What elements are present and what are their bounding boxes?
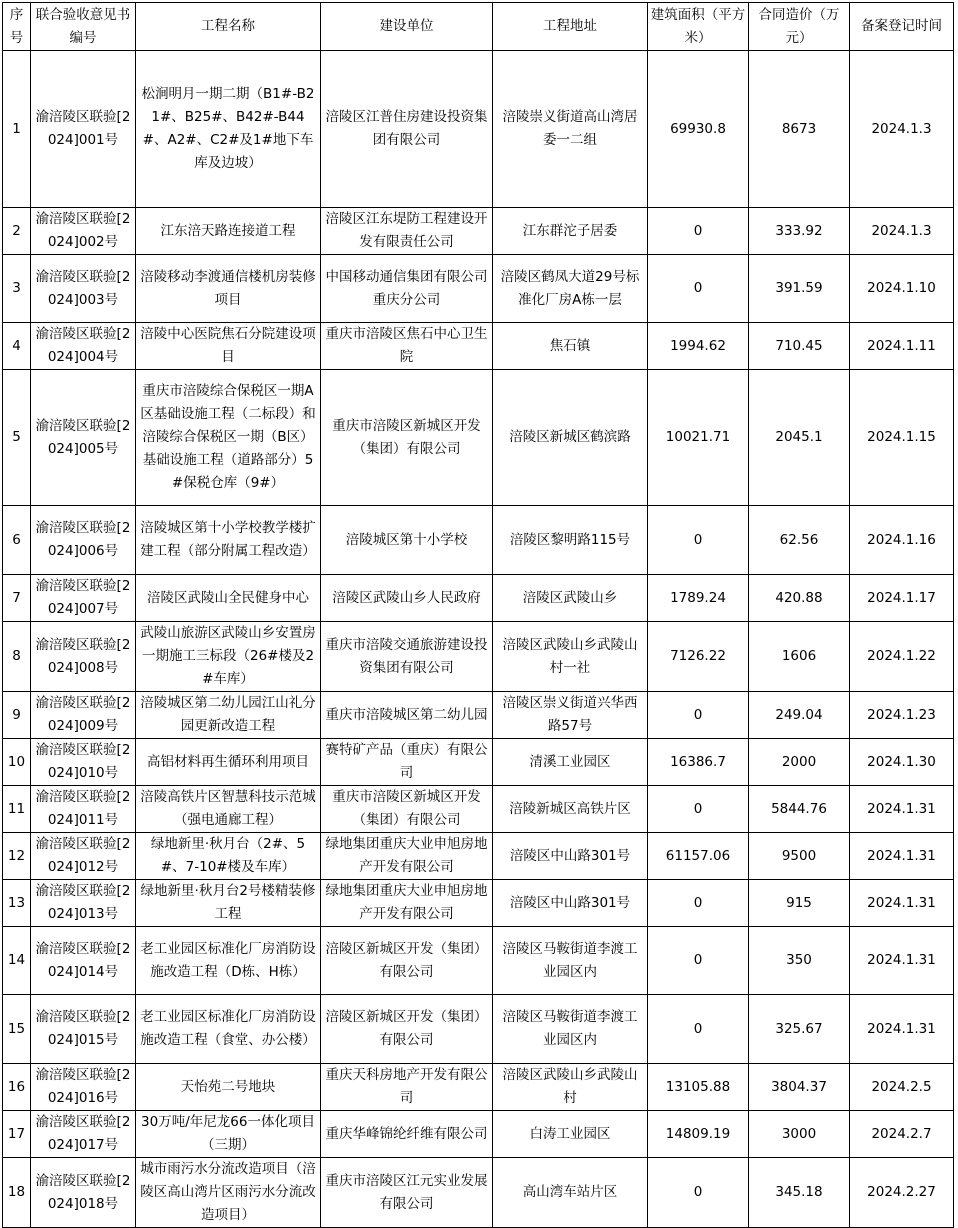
cell-project-address: 涪陵区马鞍街道李渡工业园区内 xyxy=(493,927,648,995)
cell-project-name: 老工业园区标准化厂房消防设施改造工程（食堂、办公楼） xyxy=(136,995,321,1064)
cell-building-area: 0 xyxy=(648,255,749,323)
cell-project-address: 涪陵区鹤凤大道29号标准化厂房A栋一层 xyxy=(493,255,648,323)
table-row xyxy=(3,208,954,255)
cell-seq: 10 xyxy=(3,739,31,786)
cell-seq: 6 xyxy=(3,506,31,575)
cell-project-address: 涪陵区马鞍街道李渡工业园区内 xyxy=(493,995,648,1064)
cell-filing-date: 2024.1.30 xyxy=(850,739,954,786)
cell-contract-price: 3804.37 xyxy=(749,1064,850,1111)
cell-project-name: 30万吨/年尼龙66一体化项目（三期） xyxy=(136,1111,321,1158)
cell-project-address: 白涛工业园区 xyxy=(493,1111,648,1158)
cell-construction-unit: 涪陵区新城区开发（集团）有限公司 xyxy=(321,927,493,995)
cell-cert-number: 渝涪陵区联验[2024]008号 xyxy=(31,622,136,692)
cell-construction-unit: 涪陵区新城区开发（集团）有限公司 xyxy=(321,995,493,1064)
table-row xyxy=(3,833,954,880)
cell-project-address: 江东群沱子居委 xyxy=(493,208,648,255)
cell-building-area: 0 xyxy=(648,208,749,255)
header-row xyxy=(3,3,954,51)
cell-cert-number: 渝涪陵区联验[2024]007号 xyxy=(31,575,136,622)
cell-cert-number: 渝涪陵区联验[2024]005号 xyxy=(31,370,136,506)
cell-building-area: 61157.06 xyxy=(648,833,749,880)
cell-seq: 12 xyxy=(3,833,31,880)
cell-filing-date: 2024.1.3 xyxy=(850,208,954,255)
cell-construction-unit: 绿地集团重庆大业申旭房地产开发有限公司 xyxy=(321,833,493,880)
cell-filing-date: 2024.1.17 xyxy=(850,575,954,622)
cell-filing-date: 2024.2.7 xyxy=(850,1111,954,1158)
cell-construction-unit: 重庆市涪陵交通旅游建设投资集团有限公司 xyxy=(321,622,493,692)
cell-cert-number: 渝涪陵区联验[2024]003号 xyxy=(31,255,136,323)
cell-seq: 2 xyxy=(3,208,31,255)
cell-cert-number: 渝涪陵区联验[2024]004号 xyxy=(31,323,136,370)
cell-project-address: 涪陵区中山路301号 xyxy=(493,833,648,880)
table-row xyxy=(3,575,954,622)
cell-project-name: 天怡苑二号地块 xyxy=(136,1064,321,1111)
cell-project-name: 涪陵城区第二幼儿园江山礼分园更新改造工程 xyxy=(136,692,321,739)
cell-building-area: 13105.88 xyxy=(648,1064,749,1111)
cell-filing-date: 2024.1.31 xyxy=(850,995,954,1064)
header-price: 合同造价（万元） xyxy=(749,3,850,51)
cell-building-area: 16386.7 xyxy=(648,739,749,786)
cell-project-address: 涪陵区中山路301号 xyxy=(493,880,648,927)
cell-cert-number: 渝涪陵区联验[2024]010号 xyxy=(31,739,136,786)
table-row xyxy=(3,927,954,995)
cell-seq: 7 xyxy=(3,575,31,622)
cell-project-name: 城市雨污水分流改造项目（涪陵区高山湾片区雨污水分流改造项目） xyxy=(136,1158,321,1228)
cell-building-area: 0 xyxy=(648,927,749,995)
cell-seq: 11 xyxy=(3,786,31,833)
cell-cert-number: 渝涪陵区联验[2024]002号 xyxy=(31,208,136,255)
cell-seq: 1 xyxy=(3,51,31,208)
cell-project-name: 涪陵中心医院焦石分院建设项目 xyxy=(136,323,321,370)
cell-cert-number: 渝涪陵区联验[2024]011号 xyxy=(31,786,136,833)
header-cert: 联合验收意见书编号 xyxy=(31,3,136,51)
cell-project-address: 涪陵区新城区鹤滨路 xyxy=(493,370,648,506)
cell-filing-date: 2024.1.22 xyxy=(850,622,954,692)
cell-construction-unit: 涪陵区江普住房建设投资集团有限公司 xyxy=(321,51,493,208)
cell-contract-price: 391.59 xyxy=(749,255,850,323)
cell-seq: 15 xyxy=(3,995,31,1064)
cell-filing-date: 2024.1.31 xyxy=(850,786,954,833)
cell-project-address: 涪陵新城区高铁片区 xyxy=(493,786,648,833)
cell-cert-number: 渝涪陵区联验[2024]015号 xyxy=(31,995,136,1064)
cell-project-address: 涪陵区黎明路115号 xyxy=(493,506,648,575)
cell-seq: 14 xyxy=(3,927,31,995)
cell-contract-price: 62.56 xyxy=(749,506,850,575)
cell-project-address: 涪陵区崇义街道兴华西路57号 xyxy=(493,692,648,739)
cell-building-area: 1789.24 xyxy=(648,575,749,622)
cell-project-name: 涪陵区武陵山全民健身中心 xyxy=(136,575,321,622)
cell-building-area: 0 xyxy=(648,786,749,833)
cell-contract-price: 3000 xyxy=(749,1111,850,1158)
cell-seq: 9 xyxy=(3,692,31,739)
cell-filing-date: 2024.1.10 xyxy=(850,255,954,323)
cell-construction-unit: 涪陵区武陵山乡人民政府 xyxy=(321,575,493,622)
cell-project-address: 涪陵区武陵山乡 xyxy=(493,575,648,622)
cell-filing-date: 2024.1.31 xyxy=(850,833,954,880)
header-name: 工程名称 xyxy=(136,3,321,51)
cell-construction-unit: 重庆华峰锦纶纤维有限公司 xyxy=(321,1111,493,1158)
table-body xyxy=(3,51,954,1228)
cell-cert-number: 渝涪陵区联验[2024]018号 xyxy=(31,1158,136,1228)
header-seq: 序号 xyxy=(3,3,31,51)
cell-construction-unit: 重庆市涪陵区新城区开发（集团）有限公司 xyxy=(321,370,493,506)
table-row xyxy=(3,995,954,1064)
table-row xyxy=(3,506,954,575)
cell-contract-price: 350 xyxy=(749,927,850,995)
cell-project-name: 绿地新里·秋月台2号楼精装修工程 xyxy=(136,880,321,927)
cell-project-name: 涪陵移动李渡通信楼机房装修项目 xyxy=(136,255,321,323)
cell-cert-number: 渝涪陵区联验[2024]009号 xyxy=(31,692,136,739)
header-date: 备案登记时间 xyxy=(850,3,954,51)
cell-contract-price: 5844.76 xyxy=(749,786,850,833)
cell-seq: 18 xyxy=(3,1158,31,1228)
cell-contract-price: 1606 xyxy=(749,622,850,692)
cell-project-name: 涪陵高铁片区智慧科技示范城（强电通廊工程） xyxy=(136,786,321,833)
table-row xyxy=(3,1111,954,1158)
cell-construction-unit: 重庆市涪陵区江元实业发展有限公司 xyxy=(321,1158,493,1228)
cell-contract-price: 915 xyxy=(749,880,850,927)
cell-project-address: 涪陵区武陵山乡武陵山村一社 xyxy=(493,622,648,692)
cell-contract-price: 249.04 xyxy=(749,692,850,739)
table-row xyxy=(3,1064,954,1111)
table-row xyxy=(3,323,954,370)
cell-filing-date: 2024.2.5 xyxy=(850,1064,954,1111)
cell-seq: 3 xyxy=(3,255,31,323)
cell-contract-price: 8673 xyxy=(749,51,850,208)
cell-project-name: 老工业园区标准化厂房消防设施改造工程（D栋、H栋） xyxy=(136,927,321,995)
cell-building-area: 14809.19 xyxy=(648,1111,749,1158)
cell-construction-unit: 重庆市涪陵区新城区开发（集团）有限公司 xyxy=(321,786,493,833)
cell-cert-number: 渝涪陵区联验[2024]013号 xyxy=(31,880,136,927)
cell-project-address: 清溪工业园区 xyxy=(493,739,648,786)
cell-project-name: 松涧明月一期二期（B1#-B21#、B25#、B42#-B44#、A2#、C2#及1#地下车库及边坡） xyxy=(136,51,321,208)
cell-filing-date: 2024.1.31 xyxy=(850,880,954,927)
header-area: 建筑面积（平方米） xyxy=(648,3,749,51)
cell-filing-date: 2024.1.11 xyxy=(850,323,954,370)
cell-filing-date: 2024.1.3 xyxy=(850,51,954,208)
cell-project-name: 涪陵城区第十小学校教学楼扩建工程（部分附属工程改造） xyxy=(136,506,321,575)
table-row xyxy=(3,51,954,208)
cell-contract-price: 345.18 xyxy=(749,1158,850,1228)
cell-project-address: 焦石镇 xyxy=(493,323,648,370)
cell-cert-number: 渝涪陵区联验[2024]016号 xyxy=(31,1064,136,1111)
cell-project-address: 涪陵区武陵山乡武陵山村 xyxy=(493,1064,648,1111)
cell-construction-unit: 涪陵区江东堤防工程建设开发有限责任公司 xyxy=(321,208,493,255)
cell-project-name: 江东涪天路连接道工程 xyxy=(136,208,321,255)
cell-project-address: 高山湾车站片区 xyxy=(493,1158,648,1228)
cell-building-area: 1994.62 xyxy=(648,323,749,370)
cell-seq: 17 xyxy=(3,1111,31,1158)
cell-project-name: 绿地新里·秋月台（2#、5#、7-10#楼及车库） xyxy=(136,833,321,880)
cell-building-area: 69930.8 xyxy=(648,51,749,208)
cell-project-address: 涪陵崇义街道高山湾居委一二组 xyxy=(493,51,648,208)
table-row xyxy=(3,255,954,323)
acceptance-filing-table xyxy=(2,2,954,1228)
cell-cert-number: 渝涪陵区联验[2024]001号 xyxy=(31,51,136,208)
cell-contract-price: 2000 xyxy=(749,739,850,786)
cell-construction-unit: 重庆市涪陵区焦石中心卫生院 xyxy=(321,323,493,370)
header-address: 工程地址 xyxy=(493,3,648,51)
cell-cert-number: 渝涪陵区联验[2024]014号 xyxy=(31,927,136,995)
cell-seq: 13 xyxy=(3,880,31,927)
cell-construction-unit: 中国移动通信集团有限公司重庆分公司 xyxy=(321,255,493,323)
cell-building-area: 0 xyxy=(648,1158,749,1228)
table-row xyxy=(3,739,954,786)
cell-cert-number: 渝涪陵区联验[2024]012号 xyxy=(31,833,136,880)
cell-contract-price: 2045.1 xyxy=(749,370,850,506)
cell-building-area: 0 xyxy=(648,692,749,739)
cell-contract-price: 710.45 xyxy=(749,323,850,370)
cell-building-area: 7126.22 xyxy=(648,622,749,692)
cell-building-area: 0 xyxy=(648,995,749,1064)
cell-contract-price: 9500 xyxy=(749,833,850,880)
cell-filing-date: 2024.1.31 xyxy=(850,927,954,995)
table-row xyxy=(3,880,954,927)
cell-filing-date: 2024.1.15 xyxy=(850,370,954,506)
cell-construction-unit: 涪陵城区第十小学校 xyxy=(321,506,493,575)
cell-project-name: 武陵山旅游区武陵山乡安置房一期施工三标段（26#楼及2#车库） xyxy=(136,622,321,692)
table-row xyxy=(3,1158,954,1228)
cell-project-name: 高铝材料再生循环利用项目 xyxy=(136,739,321,786)
cell-construction-unit: 赛特矿产品（重庆）有限公司 xyxy=(321,739,493,786)
cell-cert-number: 渝涪陵区联验[2024]017号 xyxy=(31,1111,136,1158)
cell-construction-unit: 重庆天科房地产开发有限公司 xyxy=(321,1064,493,1111)
cell-contract-price: 333.92 xyxy=(749,208,850,255)
cell-seq: 16 xyxy=(3,1064,31,1111)
cell-construction-unit: 重庆市涪陵城区第二幼儿园 xyxy=(321,692,493,739)
cell-building-area: 0 xyxy=(648,880,749,927)
cell-seq: 8 xyxy=(3,622,31,692)
cell-filing-date: 2024.1.16 xyxy=(850,506,954,575)
cell-cert-number: 渝涪陵区联验[2024]006号 xyxy=(31,506,136,575)
table-row xyxy=(3,370,954,506)
cell-seq: 4 xyxy=(3,323,31,370)
cell-building-area: 0 xyxy=(648,506,749,575)
cell-project-name: 重庆市涪陵综合保税区一期A区基础设施工程（二标段）和涪陵综合保税区一期（B区）基础设施工程（道路部分）5#保税仓库（9#） xyxy=(136,370,321,506)
table-row xyxy=(3,786,954,833)
cell-contract-price: 420.88 xyxy=(749,575,850,622)
cell-seq: 5 xyxy=(3,370,31,506)
cell-filing-date: 2024.2.27 xyxy=(850,1158,954,1228)
header-unit: 建设单位 xyxy=(321,3,493,51)
cell-contract-price: 325.67 xyxy=(749,995,850,1064)
table-row xyxy=(3,622,954,692)
cell-filing-date: 2024.1.23 xyxy=(850,692,954,739)
table-row xyxy=(3,692,954,739)
cell-building-area: 10021.71 xyxy=(648,370,749,506)
cell-construction-unit: 绿地集团重庆大业申旭房地产开发有限公司 xyxy=(321,880,493,927)
